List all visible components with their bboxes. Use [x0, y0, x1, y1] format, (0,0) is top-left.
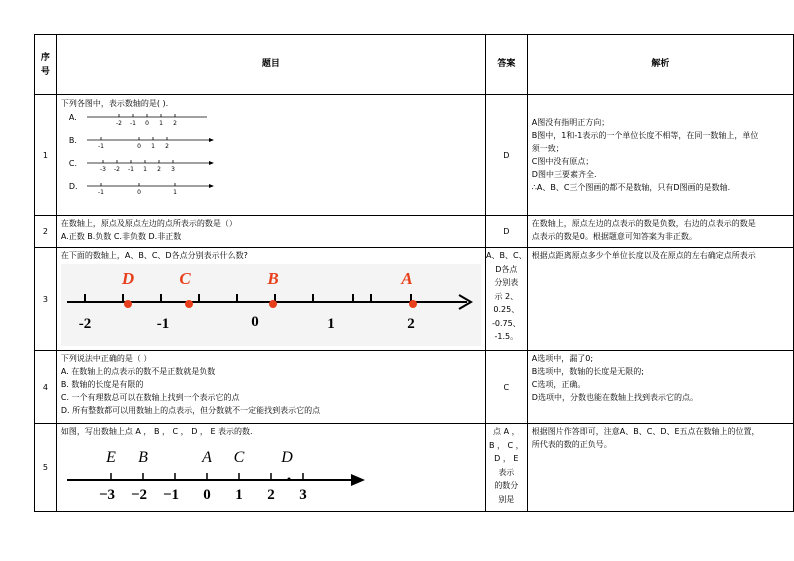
tick-label: -1: [129, 120, 136, 127]
tick-label: 0: [144, 120, 149, 127]
row-number: 3: [35, 248, 57, 351]
tick-label: -2: [115, 120, 122, 127]
answer-line: 别是: [498, 494, 515, 504]
tick-label: -1: [156, 316, 170, 332]
answer-line: 0.25、: [493, 305, 520, 314]
point-label-a: A: [401, 269, 413, 288]
explanation-line: D选项中，分数也能在数轴上找到表示它的点。: [531, 393, 698, 402]
point-label-a: A: [201, 449, 212, 466]
explanation-line: 须一致；: [531, 144, 564, 153]
explanation-cell: [527, 216, 793, 248]
question-cell: [56, 424, 485, 512]
explanation-line: A图没有指明正方向；: [531, 118, 610, 127]
header-row: [35, 35, 794, 95]
header-answer: 答案: [485, 35, 527, 95]
option-label: B.: [68, 136, 77, 145]
option-d: [61, 181, 481, 204]
point-a-marker: [409, 300, 417, 308]
table-row: [35, 248, 794, 351]
answer-line: 的数分: [494, 481, 519, 490]
explanation-line: ∴A、B、C三个图画的都不是数轴，只有D图画的是数轴.: [531, 183, 731, 192]
question-option: A. 在数轴上的点表示的数不是正数就是负数: [60, 367, 216, 376]
tick-label: -2: [78, 316, 92, 332]
row-number: 4: [35, 351, 57, 424]
tick-label: 3: [299, 487, 307, 503]
table-row: [35, 424, 794, 512]
number-line-figure: [61, 264, 481, 346]
tick-label: -1: [127, 166, 134, 173]
tick-label: 0: [136, 143, 141, 150]
row-number: 1: [35, 95, 57, 216]
tick-label: -3: [99, 166, 106, 173]
point-label-e: E: [105, 449, 116, 466]
options-figure: [61, 112, 481, 204]
number-line-d: [81, 181, 221, 203]
answer-line: 示 2、: [494, 291, 519, 301]
explanation-line: A选项中，漏了0;: [531, 354, 594, 363]
tick-label: 2: [172, 120, 177, 127]
tick-label: 1: [150, 143, 155, 150]
header-question: 题目: [56, 35, 485, 95]
answer-line: A、B、C、: [486, 251, 527, 260]
answer-line: D各点: [495, 264, 518, 274]
explanation-line: C图中没有原点；: [531, 157, 594, 166]
table-row: [35, 351, 794, 424]
explanation-cell: [527, 351, 793, 424]
question-cell: [56, 351, 485, 424]
answer-line: 表示: [498, 467, 515, 477]
explanation-line: 根据点距离原点多少个单位长度以及在原点的左右确定点所表示: [531, 251, 756, 260]
tick-label: 1: [142, 166, 147, 173]
tick-label: 2: [407, 316, 415, 332]
answer-cell: D: [485, 216, 527, 248]
explanation-line: 在数轴上，原点左边的点表示的数是负数，右边的点表示的数是: [531, 219, 756, 228]
question-options: A.正数 B.负数 C.非负数 D.非正数: [60, 232, 182, 241]
answer-line: -1.5。: [494, 332, 519, 341]
point-c-marker: [185, 300, 193, 308]
tick-label: 2: [267, 487, 275, 503]
tick-label: 1: [327, 316, 335, 332]
table-row: [35, 95, 794, 216]
option-b: [61, 135, 481, 158]
header-num: 序号: [35, 35, 57, 95]
point-label-b: B: [137, 449, 148, 466]
number-line-figure: [61, 438, 381, 504]
row-number: 5: [35, 424, 57, 512]
tick-label: -1: [97, 143, 104, 150]
question-text: 下列各图中，表示数轴的是( ).: [60, 99, 169, 108]
explanation-line: 点表示的数是0。根据题意可知答案为非正数。: [531, 232, 697, 241]
answer-cell: C: [485, 351, 527, 424]
option-a: [61, 112, 481, 135]
tick-label: 1: [172, 189, 177, 196]
tick-label: −1: [162, 487, 179, 503]
tick-label: −2: [130, 487, 147, 503]
table-row: [35, 216, 794, 248]
answer-line: -0.75、: [491, 318, 521, 328]
tick-label: 0: [251, 314, 259, 330]
question-text: 在下面的数轴上，A、B、C、D各点分别表示什么数?: [60, 251, 248, 260]
question-option: D. 所有整数都可以用数轴上的点表示，但分数就不一定能找到表示它的点: [60, 406, 321, 415]
point-label-b: B: [267, 269, 279, 288]
question-option: C. 一个有理数总可以在数轴上找到一个表示它的点: [60, 393, 240, 402]
row-number: 2: [35, 216, 57, 248]
explanation-cell: [527, 424, 793, 512]
answer-line: 点 A ，: [493, 427, 520, 436]
question-text: 在数轴上，原点及原点左边的点所表示的数是（）: [60, 219, 237, 228]
option-label: A.: [68, 113, 77, 122]
tick-label: 2: [156, 166, 161, 173]
tick-label: −3: [98, 487, 115, 503]
question-cell: [56, 95, 485, 216]
option-c: [61, 158, 481, 181]
tick-label: 1: [235, 487, 243, 503]
tick-label: 1: [158, 120, 163, 127]
header-explanation: 解析: [527, 35, 793, 95]
explanation-line: B图中，1和-1表示的一个单位长度不相等，在同一数轴上，单位: [531, 131, 759, 140]
question-text: 下列说法中正确的是（ ）: [60, 354, 152, 363]
answer-line: 分别表: [494, 278, 519, 287]
answer-cell: [485, 248, 527, 351]
number-line-a: [81, 112, 221, 134]
tick-label: -1: [97, 189, 104, 196]
answer-cell: D: [485, 95, 527, 216]
point-d-marker: [124, 300, 132, 308]
option-label: D.: [68, 182, 78, 191]
point-label-d: D: [281, 449, 293, 466]
answer-cell: [485, 424, 527, 512]
tick-label: 0: [136, 189, 141, 196]
point-marker: [287, 478, 290, 481]
point-label-c: C: [179, 269, 191, 288]
number-line-c: [81, 158, 221, 180]
explanation-line: B选项中，数轴的长度是无限的;: [531, 367, 644, 376]
tick-label: 3: [170, 166, 175, 173]
explanation-cell: [527, 95, 793, 216]
tick-label: 0: [203, 487, 211, 503]
explanation-line: C选项，正确。: [531, 380, 586, 389]
explanation-line: D图中三要素齐全.: [531, 170, 597, 179]
answer-line: D ， E: [494, 454, 519, 463]
point-label-d: D: [121, 269, 134, 288]
number-line-b: [81, 135, 221, 157]
question-cell: [56, 248, 485, 351]
explanation-line: 所代表的数的正负号。: [531, 440, 612, 449]
point-label-c: C: [233, 449, 245, 466]
question-option: B. 数轴的长度是有限的: [60, 380, 144, 389]
answer-line: B ， C ，: [488, 440, 524, 450]
point-b-marker: [269, 300, 277, 308]
question-text: 如图，写出数轴上点 A ， B ， C ， D ， E 表示的数.: [60, 427, 253, 436]
explanation-cell: [527, 248, 793, 351]
tick-label: -2: [113, 166, 120, 173]
tick-label: 2: [164, 143, 169, 150]
question-cell: [56, 216, 485, 248]
explanation-line: 根据图片作答即可，注意A、B、C、D、E五点在数轴上的位置，: [531, 427, 760, 436]
question-table: [34, 34, 794, 512]
option-label: C.: [68, 159, 77, 168]
